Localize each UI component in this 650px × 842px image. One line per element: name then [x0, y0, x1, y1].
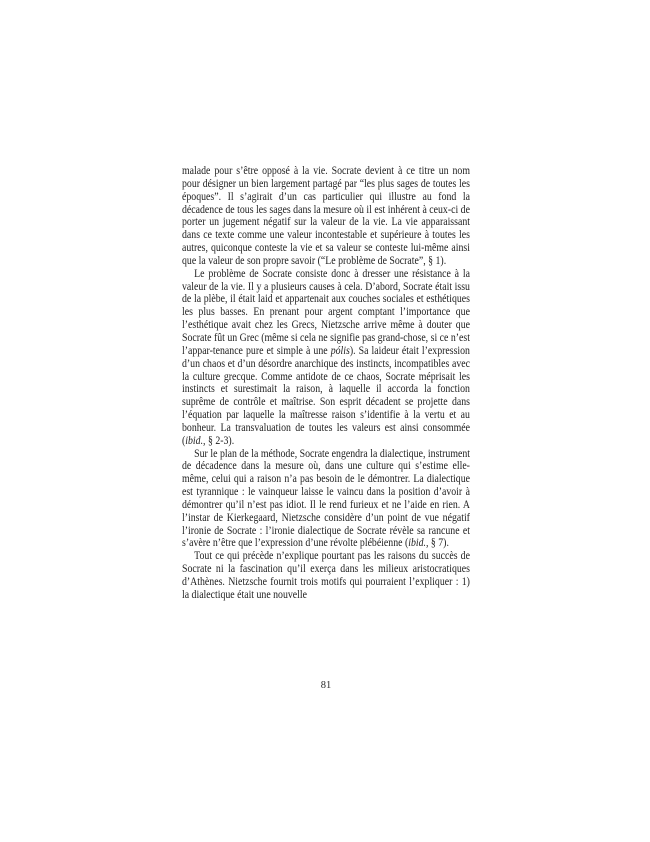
- italic-text-run: pólis: [330, 344, 350, 357]
- text-run: malade pour s’être opposé à la vie. Socrate devient à ce titre un nom pour désigner un bien largement partagé par “les plus sages de toutes les époques”. Il s’agirait d’un cas particulier qui illustre au fond la décadence de tous les sages dans la mesure où il est inhérent à ceux-ci de porter un jugement négatif sur la valeur de la vie. La vie apparaissant dans ce texte comme une valeur incontestable et supérieure à toutes les autres, quiconque conteste la vie et sa valeur se conteste lui-même ainsi que la valeur de son propre savoir (“Le problème de Socrate”, § 1).: [182, 165, 470, 267]
- text-run: Sur le plan de la méthode, Socrate engendra la dialectique, instrument de décadence dans la mesure où, dans une culture qui s’estime elle-même, celui qui a raison n’a pas besoin de le démontrer. La dialectique est tyrannique : le vainqueur laisse le vaincu dans la position d’avoir à démontrer qu’il n’est pas idiot. Il le rend furieux et ne l’aide en rien. A l’instar de Kierkegaard, Nietzsche considère d’un point de vue négatif l’ironie de Socrate : l’ironie dialectique de Socrate révèle sa rancune et s’avère n’être que l’expression d’une révolte plébéienne (: [182, 447, 470, 550]
- text-run: § 2-3).: [205, 434, 235, 447]
- text-run: ). Sa laideur était l’expression d’un chaos et d’un désordre anarchique des instincts, incompatibles avec la culture grecque. Comme antidote de ce chaos, Socrate méprisait les instincts et surestimait la raison, à laquelle il accorda la fonction suprême de contrôle et maîtrise. Son esprit décadent se projette dans l’équation par laquelle la maîtresse raison s’identifie à la vertu et au bonheur. La transvaluation de toutes les valeurs est ainsi consommée (: [182, 344, 470, 447]
- text-run: § 7).: [428, 537, 449, 550]
- text-run: Tout ce qui précède n’explique pourtant pas les raisons du succès de Socrate ni la fascination qu’il exerça dans les milieux aristocratiques d’Athènes. Nietzsche fournit trois motifs qui pourraient l’expliquer : 1) la dialectique était une nouvelle: [182, 550, 470, 601]
- italic-text-run: ibid.,: [408, 537, 429, 550]
- paragraph: [182, 448, 470, 551]
- paragraph: [182, 550, 470, 601]
- text-run: Le problème de Socrate consiste donc à dresser une résistance à la valeur de la vie. Il y a plusieurs causes à cela. D’abord, Socrate était issu de la plèbe, il était laid et appartenait aux couches sociales et esthétiques les plus basses. En prenant pour argent comptant l’importance que l’esthétique avait chez les Grecs, Nietzsche arrive même à douter que Socrate fût un Grec (même si cela ne signifie pas grand-chose, si ce n’est l’appar-tenance pure et simple à une: [182, 267, 470, 357]
- paragraph: [182, 268, 470, 448]
- paragraph: [182, 165, 470, 268]
- page-number: 81: [320, 680, 332, 691]
- italic-text-run: ibid.,: [185, 434, 206, 447]
- text-block: [182, 165, 470, 602]
